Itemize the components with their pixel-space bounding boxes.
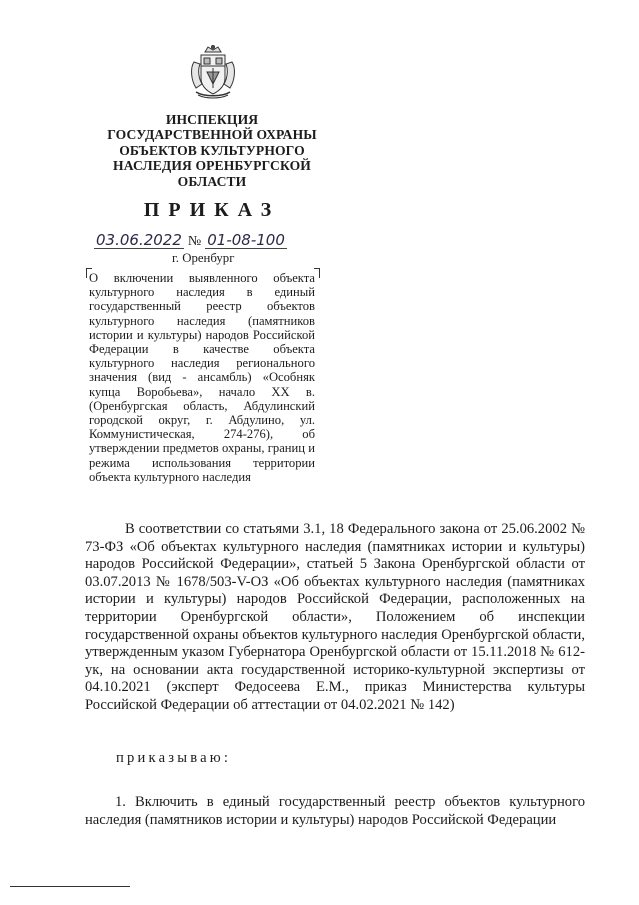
item-1-text: 1. Включить в единый государственный реестр объектов культурного наследия (памятников истории и культуры) народов Российской Федерации xyxy=(85,794,585,828)
organization-name xyxy=(92,112,332,189)
number-sign: № xyxy=(187,234,202,249)
preamble xyxy=(85,521,585,715)
city-label: г. Оренбург xyxy=(172,251,235,265)
subject-text: О включении выявленного объекта культурного наследия в единый государственный реестр объектов культурного наследия (памятников истории и культуры) народов Российской Федерации в качестве объекта культурного наследия регионального значения (вид - ансамбль) «Особняк купца Воробьева», начало XX в. (Оренбургская область, Абдулинский городской округ, г. Абдулино, ул. Коммунистическая, 274-276), об утверждении предметов охраны, границ и режима использования территории объекта культурного наследия xyxy=(89,271,315,484)
preamble-paragraph: В соответствии со статьями 3.1, 18 Федерального закона от 25.06.2002 № 73-ФЗ «Об объектах культурного наследия (памятниках истории и культуры) народов Российской Федерации», статьей 5 Закона Оренбургской области от 03.07.2013 № 1678/503-V-ОЗ «Об объектах культурного наследия (памятниках истории и культуры) народов Российской Федерации, расположенных на территории Оренбургской области», Положением об инспекции государственной охраны объектов культурного наследия Оренбургской области, утвержденным указом Губернатора Оренбургской области от 15.11.2018 № 612-ук, на основании акта государственной историко-культурной экспертизы от 04.10.2021 (эксперт Федосеева Е.М., приказ Министерства культуры Российской Федерации об аттестации от 04.02.2021 № 142) xyxy=(85,521,585,713)
org-line: НАСЛЕДИЯ ОРЕНБУРГСКОЙ xyxy=(113,158,311,174)
orenburg-coat-of-arms-icon xyxy=(188,44,238,100)
org-line: ОБЛАСТИ xyxy=(177,173,247,189)
order-subject xyxy=(89,271,315,484)
date-number-line xyxy=(94,232,287,250)
order-item-1 xyxy=(85,794,585,829)
directive-word: приказываю: xyxy=(116,750,232,766)
org-line: ОБЪЕКТОВ КУЛЬТУРНОГО xyxy=(119,142,305,158)
order-date: 03.06.2022 xyxy=(96,231,182,249)
order-number: 01-08-100 xyxy=(207,231,285,249)
document-title: ПРИКАЗ xyxy=(143,199,281,221)
org-line: ИНСПЕКЦИЯ xyxy=(165,112,259,127)
footer-rule xyxy=(10,886,130,887)
org-line: ГОСУДАРСТВЕННОЙ ОХРАНЫ xyxy=(107,127,317,143)
